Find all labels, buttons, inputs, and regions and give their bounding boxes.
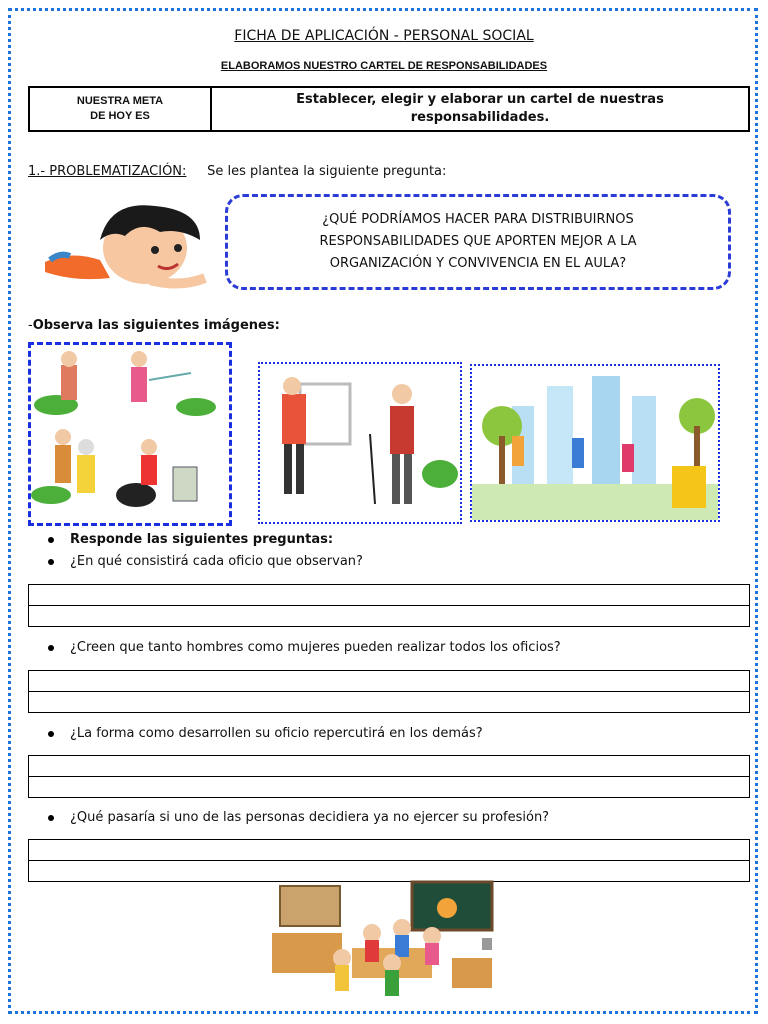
- question-box: ¿QUÉ PODRÍAMOS HACER PARA DISTRIBUIRNOS RESPONSABILIDADES QUE APORTEN MEJOR A LA ORGANIZACIÓN Y CONVIVENCIA EN EL AULA?: [225, 194, 731, 290]
- answer-lines-2[interactable]: [28, 670, 750, 713]
- page-subtitle: ELABORAMOS NUESTRO CARTEL DE RESPONSABILIDADES: [220, 60, 548, 72]
- goal-text: Establecer, elegir y elaborar un cartel de nuestras responsabilidades.: [296, 92, 664, 125]
- question-2: ¿Creen que tanto hombres como mujeres pueden realizar todos los oficios?: [48, 640, 561, 655]
- classroom-illustration: [272, 878, 502, 1008]
- image-cleaning-classroom: [258, 362, 462, 524]
- question-4: ¿Qué pasaría si uno de las personas decidiera ya no ejercer su profesión?: [48, 810, 549, 825]
- question-1: ¿En qué consistirá cada oficio que observan?: [48, 554, 363, 569]
- answer-lines-4[interactable]: [28, 839, 750, 882]
- answer-lines-3[interactable]: [28, 755, 750, 798]
- goal-table: [28, 86, 750, 132]
- image-city-cleanup: [470, 364, 720, 522]
- question-3: ¿La forma como desarrollen su oficio repercutirá en los demás?: [48, 726, 483, 741]
- problem-heading: 1.- PROBLEMATIZACIÓN: Se les plantea la siguiente pregunta:: [28, 164, 447, 179]
- questions-intro: Responde las siguientes preguntas:: [48, 532, 333, 547]
- image-kids-cleaning: [28, 342, 232, 526]
- observe-heading: -Observa las siguientes imágenes:: [28, 318, 280, 333]
- page-title: FICHA DE APLICACIÓN - PERSONAL SOCIAL: [234, 28, 534, 44]
- answer-lines-1[interactable]: [28, 584, 750, 627]
- child-illustration: [40, 200, 215, 295]
- goal-label: NUESTRA META DE HOY ES: [30, 88, 212, 130]
